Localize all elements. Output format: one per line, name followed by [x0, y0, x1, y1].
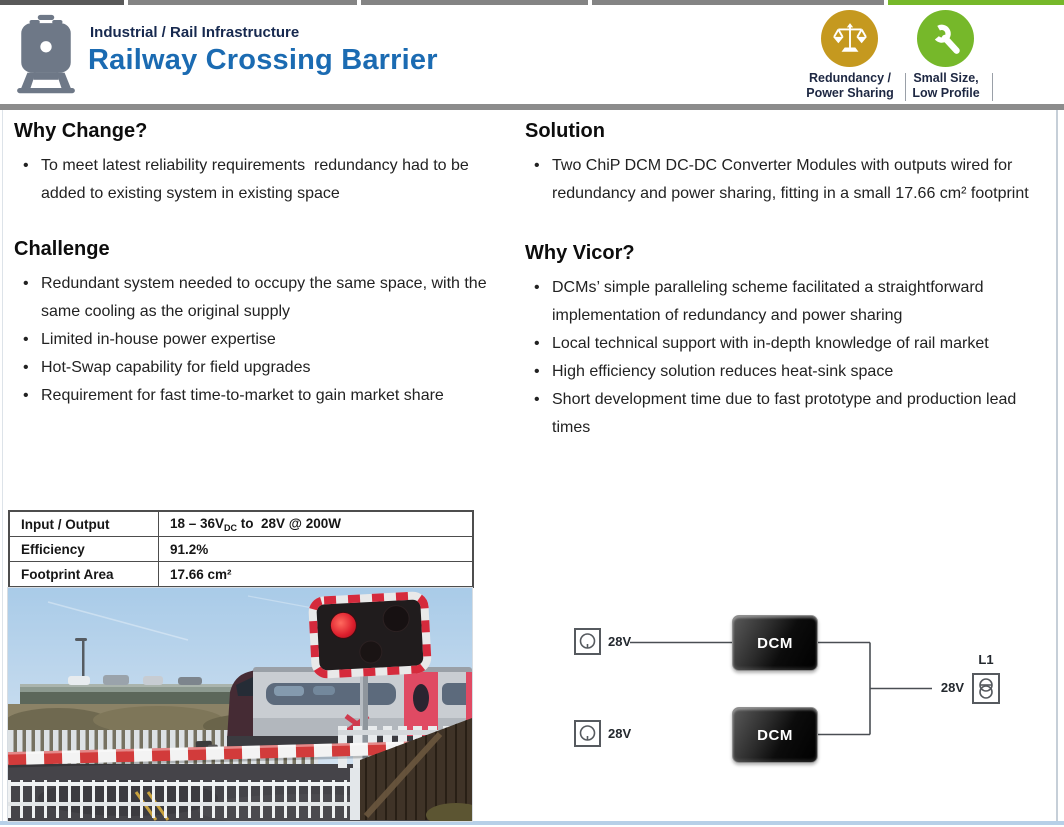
row-label: Footprint Area	[9, 562, 159, 588]
wrench-icon	[928, 21, 964, 57]
badge-label-line: Low Profile	[912, 86, 980, 100]
source-icon	[574, 720, 601, 747]
bullet-item: • Redundant system needed to occupy the same space, with the same cooling as the original supply	[14, 270, 504, 326]
table-row	[9, 537, 473, 562]
scales-icon	[832, 21, 868, 57]
topbar-segment	[0, 0, 124, 5]
load-name-label: L1	[978, 652, 994, 667]
specs-table	[8, 510, 474, 588]
left-edge-line	[2, 110, 3, 821]
solution-diagram	[480, 585, 1056, 821]
challenge-heading: Challenge	[14, 238, 110, 260]
slide-footer-line	[0, 821, 1064, 825]
breadcrumb: Industrial / Rail Infrastructure	[90, 24, 300, 41]
why-vicor-list	[525, 274, 1055, 442]
row-label: Efficiency	[9, 537, 159, 562]
row-value	[159, 511, 474, 537]
right-column	[525, 120, 1055, 442]
solution-list	[525, 152, 1055, 208]
solution-heading: Solution	[525, 120, 605, 142]
value-main: 17.66 cm²	[170, 566, 232, 582]
badge-redundancy	[821, 10, 878, 67]
topbar-segment	[361, 0, 588, 5]
header-divider	[0, 104, 1064, 110]
input-voltage-label: 28V	[608, 726, 632, 741]
table-row	[9, 562, 473, 588]
input-voltage-label: 28V	[608, 634, 632, 649]
railway-crossing-photo	[8, 588, 472, 821]
why-vicor-heading: Why Vicor?	[525, 242, 635, 264]
bullet-item: • Hot-Swap capability for field upgrades	[14, 354, 504, 382]
output-voltage-label: 28V	[940, 680, 964, 695]
topbar-segment	[128, 0, 357, 5]
badge-divider	[905, 73, 906, 101]
badge-small-size	[917, 10, 974, 67]
input-source-2	[574, 720, 631, 747]
value-sub: DC	[224, 522, 238, 533]
page-title: Railway Crossing Barrier	[88, 44, 438, 76]
train-icon	[13, 11, 79, 97]
left-column	[14, 120, 504, 410]
badge-label-line: Redundancy /	[809, 71, 891, 85]
bullet-item: • Short development time due to fast prototype and production lead times	[525, 386, 1055, 442]
source-icon	[574, 628, 601, 655]
dcm-module-1: DCM	[732, 615, 818, 671]
right-edge-line	[1056, 110, 1058, 821]
badge-divider	[992, 73, 993, 101]
dcm-module-2: DCM	[732, 707, 818, 763]
value-main: 18 – 36V	[170, 515, 225, 531]
load-icon	[972, 673, 1000, 704]
bullet-item: • Two ChiP DCM DC-DC Converter Modules with outputs wired for redundancy and power sharing, fitting in a small 17.66 cm² footprint	[525, 152, 1055, 208]
input-source-1	[574, 628, 631, 655]
bullet-item: • Requirement for fast time-to-market to gain market share	[14, 382, 504, 410]
row-value	[159, 562, 474, 588]
badge-small-size-label	[890, 71, 1002, 101]
challenge-list	[14, 270, 504, 410]
value-rest: to 28V @ 200W	[237, 515, 341, 531]
table-row	[9, 511, 473, 537]
topbar-segment	[592, 0, 884, 5]
topbar-segment-active	[888, 0, 1064, 5]
row-value	[159, 537, 474, 562]
value-main: 91.2%	[170, 541, 209, 557]
bullet-item: • Local technical support with in-depth knowledge of rail market	[525, 330, 1055, 358]
bullet-item: • High efficiency solution reduces heat-sink space	[525, 358, 1055, 386]
bullet-item: • DCMs’ simple paralleling scheme facilitated a straightforward implementation of redundancy and power sharing	[525, 274, 1055, 330]
why-change-heading: Why Change?	[14, 120, 148, 142]
badge-label-line: Small Size,	[913, 71, 979, 85]
bullet-item: • To meet latest reliability requirements redundancy had to be added to existing system in existing space	[14, 152, 504, 208]
row-label: Input / Output	[9, 511, 159, 537]
why-change-list	[14, 152, 504, 208]
badge-label-line: Power Sharing	[806, 86, 894, 100]
bullet-item: • Limited in-house power expertise	[14, 326, 504, 354]
